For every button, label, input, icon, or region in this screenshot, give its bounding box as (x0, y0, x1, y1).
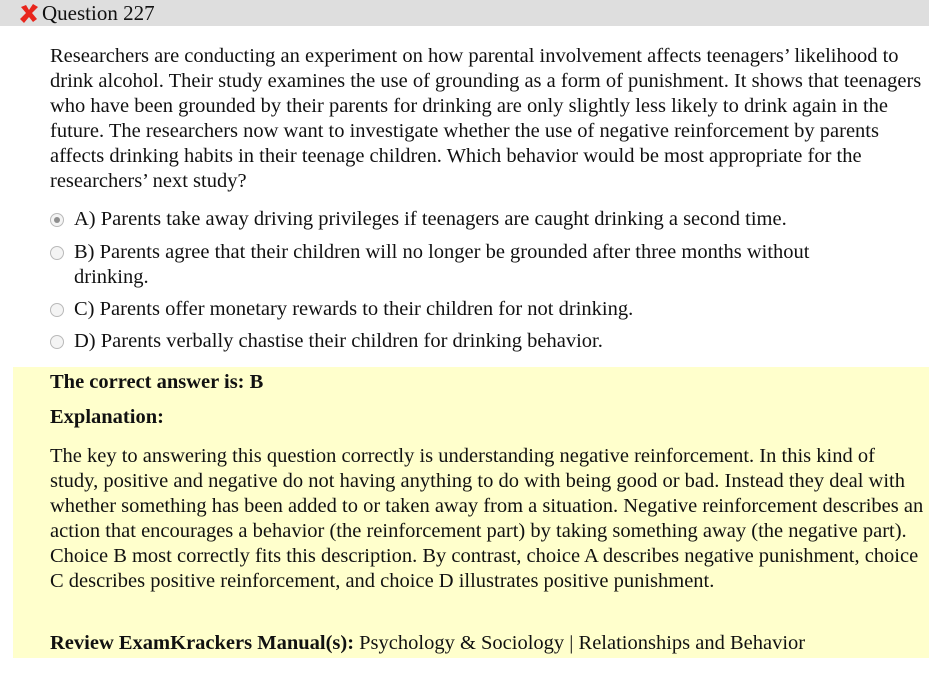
radio-option-b[interactable] (50, 246, 64, 260)
option-b[interactable] (50, 240, 930, 290)
radio-option-c[interactable] (50, 303, 64, 317)
option-a-label: A) Parents take away driving privileges if teenagers are caught drinking a second time. (74, 208, 787, 230)
radio-option-a[interactable] (50, 213, 64, 227)
option-d-label: D) Parents verbally chastise their children for drinking behavior. (74, 330, 603, 352)
option-d[interactable] (50, 329, 930, 354)
answer-options (50, 207, 930, 354)
option-a[interactable] (50, 207, 930, 232)
review-label: Review ExamKrackers Manual(s): (50, 632, 355, 654)
option-c-label: C) Parents offer monetary rewards to their children for not drinking. (74, 298, 634, 320)
answer-explanation-box (13, 367, 929, 658)
explanation-heading: Explanation: (50, 406, 164, 428)
review-value: Psychology & Sociology | Relationships and Behavior (359, 632, 806, 654)
option-b-label: B) Parents agree that their children will no longer be grounded after three months without drinking. (74, 241, 810, 288)
explanation-body: The key to answering this question correctly is understanding negative reinforcement. In this kind of study, positive and negative do not having anything to do with being good or bad. Instead they deal with whether something has been added to or taken away from a situation. Negative reinforcement describes an action that encourages a behavior (the reinforcement part) by taking something away (the negative part). Choice B most correctly fits this description. By contrast, choice A describes negative punishment, choice C describes positive reinforcement, and choice D illustrates positive punishment. (50, 445, 924, 592)
option-c[interactable] (50, 297, 930, 322)
x-icon (18, 2, 40, 24)
question-stem: Researchers are conducting an experiment on how parental involvement affects teenagers’ likelihood to drink alcohol. Their study examines the use of grounding as a form of punishment. It shows that teenagers who have been grounded by their parents for drinking are only slightly less likely to drink again in the future. The researchers now want to investigate whether the use of negative reinforcement by parents affects drinking habits in their teenage children. Which behavior would be most appropriate for the researchers’ next study? (50, 45, 922, 192)
question-title: Question 227 (42, 0, 155, 25)
question-header (0, 0, 929, 26)
correct-answer-text: The correct answer is: B (50, 371, 264, 393)
radio-option-d[interactable] (50, 335, 64, 349)
review-line (50, 631, 926, 656)
